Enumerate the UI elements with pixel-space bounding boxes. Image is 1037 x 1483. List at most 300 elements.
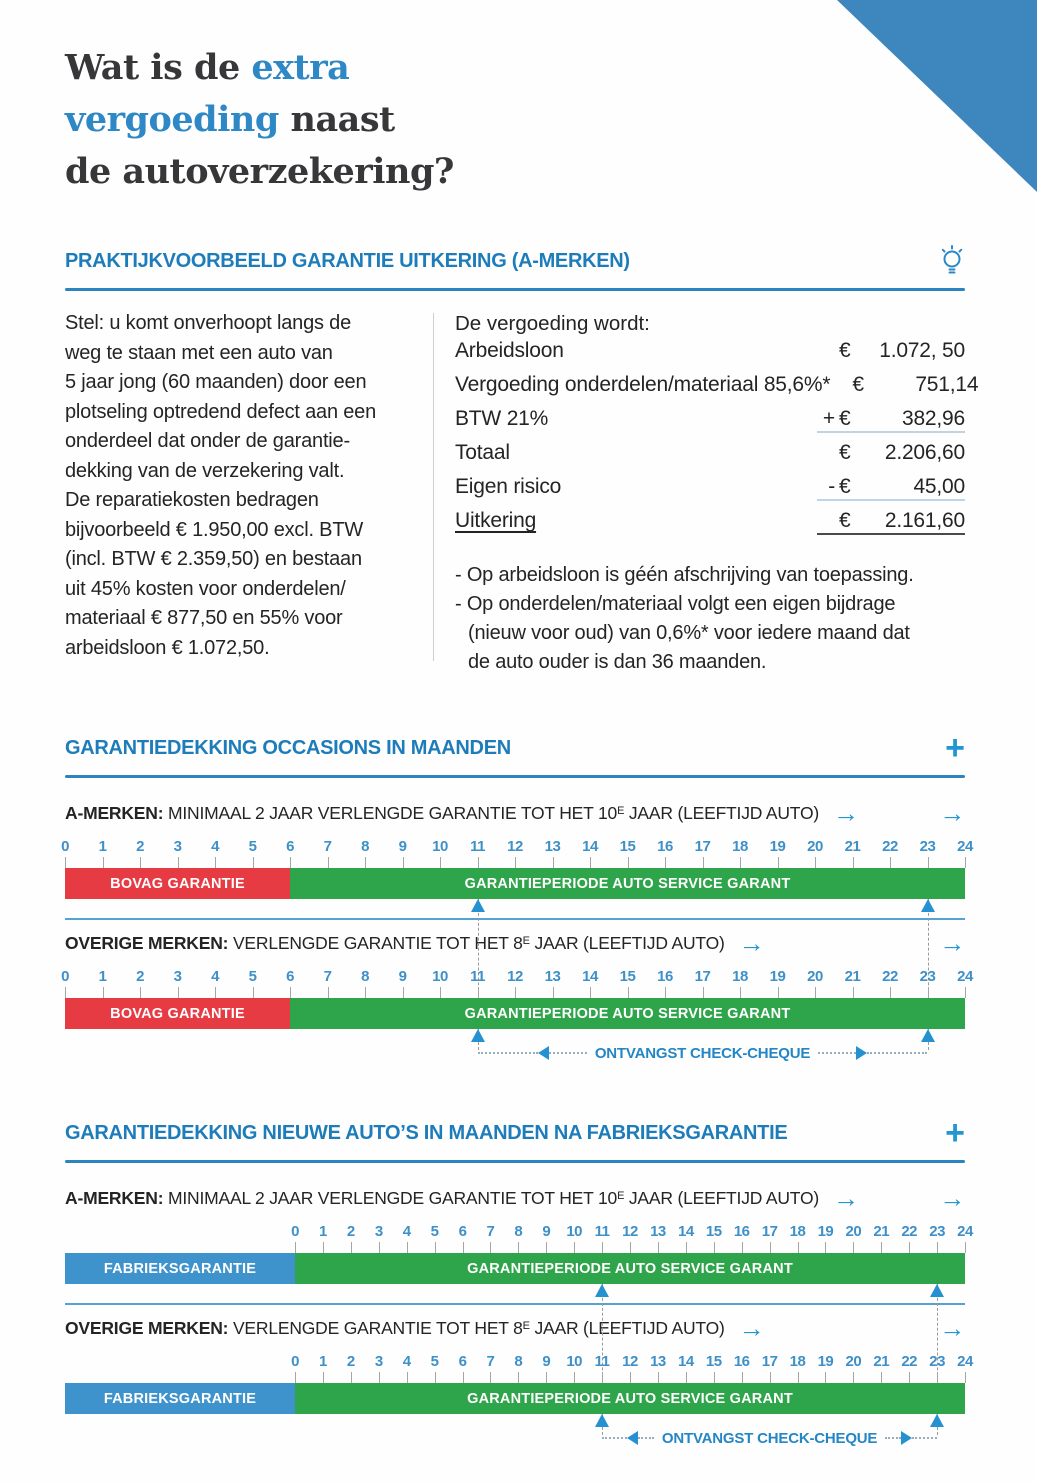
month-label: 14 <box>677 1223 694 1240</box>
section-title: GARANTIEDEKKING NIEUWE AUTO’S IN MAANDEN NA FABRIEKSGARANTIE <box>65 1121 788 1144</box>
row-title-rest: JAAR (LEEFTIJD AUTO) <box>624 1187 820 1208</box>
month-label: 9 <box>542 1353 551 1370</box>
currency-symbol: € <box>839 509 851 532</box>
section-nieuwe-autos <box>65 1114 973 1451</box>
check-cheque-range <box>602 1431 937 1445</box>
timeline-nieuw-overige-merken <box>65 1353 973 1451</box>
month-tick <box>965 987 966 998</box>
dotted-line <box>602 1437 627 1439</box>
month-tick <box>553 857 554 868</box>
section-rule <box>65 775 965 778</box>
calc-row-vergoeding <box>455 373 979 407</box>
month-label: 2 <box>136 968 144 985</box>
month-tick <box>628 987 629 998</box>
marker-up-arrow <box>921 1029 935 1042</box>
month-tick <box>140 987 141 998</box>
segment-label: GARANTIEPERIODE AUTO SERVICE GARANT <box>464 875 791 892</box>
note-line: - Op onderdelen/materiaal volgt een eigen bijdrage <box>455 593 896 615</box>
month-label: 21 <box>844 838 861 855</box>
note-line: de auto ouder is dan 36 maanden. <box>468 651 767 673</box>
month-tick <box>290 857 291 868</box>
arrow-right-icon: → <box>738 928 765 958</box>
row-title-label <box>65 1318 725 1339</box>
month-label: 7 <box>486 1223 495 1240</box>
intro-line: weg te staan met een auto van <box>65 341 333 364</box>
month-tick <box>490 1372 491 1383</box>
title-line-2 <box>65 94 965 146</box>
month-tick <box>295 1242 296 1253</box>
month-tick <box>490 1242 491 1253</box>
month-tick <box>103 987 104 998</box>
month-label: 10 <box>432 968 448 985</box>
month-label: 10 <box>432 838 448 855</box>
row-title-bold: A-MERKEN: <box>65 802 164 823</box>
month-tick <box>407 1372 408 1383</box>
amount-group <box>817 339 965 363</box>
segment-label: GARANTIEPERIODE AUTO SERVICE GARANT <box>467 1390 793 1407</box>
row-title-label <box>65 933 725 954</box>
month-tick <box>574 1372 575 1383</box>
intro-line: arbeidsloon € 1.072,50. <box>65 636 270 659</box>
arrow-right-icon: → <box>939 1313 965 1343</box>
month-label: 7 <box>486 1353 495 1370</box>
marker-up-arrow <box>930 1414 944 1427</box>
month-tick <box>881 1242 882 1253</box>
amount-group <box>817 475 965 501</box>
month-label: 23 <box>929 1223 945 1240</box>
month-label: 21 <box>873 1223 890 1240</box>
marker-up-arrow <box>595 1414 609 1427</box>
column-divider <box>433 313 434 661</box>
month-tick <box>328 857 329 868</box>
month-tick <box>253 987 254 998</box>
month-tick <box>937 1372 938 1383</box>
dotted-line <box>818 1052 856 1054</box>
section-title: PRAKTIJKVOORBEELD GARANTIE UITKERING (A-MERKEN) <box>65 249 630 272</box>
arrow-left-icon <box>538 1046 549 1060</box>
page-title <box>65 42 965 198</box>
month-tick <box>463 1242 464 1253</box>
month-tick <box>798 1372 799 1383</box>
month-tick <box>686 1372 687 1383</box>
month-tick <box>602 1372 603 1383</box>
row-title-a-merken <box>65 1185 965 1211</box>
month-label: 20 <box>807 838 823 855</box>
marker-up-arrow <box>595 1284 609 1297</box>
month-tick <box>65 987 66 998</box>
row-title-rest: MINIMAAL 2 JAAR VERLENGDE GARANTIE TOT HET 10 <box>163 802 618 823</box>
month-tick <box>518 1372 519 1383</box>
intro-line: plotseling optredend defect aan een <box>65 400 377 423</box>
month-tick <box>379 1242 380 1253</box>
month-tick <box>658 1372 659 1383</box>
arrow-right-icon: → <box>939 1183 965 1213</box>
month-label: 1 <box>318 1223 327 1240</box>
month-label: 20 <box>807 968 823 985</box>
dotted-line <box>478 1052 538 1054</box>
intro-line: dekking van de verzekering valt. <box>65 459 345 482</box>
month-tick <box>742 1372 743 1383</box>
month-label: 11 <box>594 1353 610 1370</box>
month-label: 20 <box>845 1223 862 1240</box>
section-header <box>65 244 965 278</box>
month-tick <box>714 1372 715 1383</box>
month-tick <box>351 1242 352 1253</box>
month-tick <box>742 1242 743 1253</box>
section-occasions <box>61 729 973 1066</box>
dotted-line <box>638 1437 654 1439</box>
calc-label: Uitkering <box>455 509 537 532</box>
segment-label: GARANTIEPERIODE AUTO SERVICE GARANT <box>464 1005 791 1022</box>
month-label: 22 <box>882 838 898 855</box>
arrow-right-icon: → <box>833 1183 859 1213</box>
month-tick <box>928 857 929 868</box>
month-tick <box>825 1242 826 1253</box>
month-tick <box>403 987 404 998</box>
month-label: 16 <box>733 1353 750 1370</box>
row-title-rest: MINIMAAL 2 JAAR VERLENGDE GARANTIE TOT HET 10 <box>163 1187 618 1208</box>
month-tick <box>290 987 291 998</box>
month-tick <box>770 1372 771 1383</box>
month-label: 10 <box>566 1223 582 1240</box>
calc-amount: 382,96 <box>901 407 965 430</box>
amount-group <box>817 441 965 465</box>
segment-label: BOVAG GARANTIE <box>110 1005 245 1022</box>
calc-sign: - <box>828 475 835 498</box>
marker-up-arrow <box>471 899 485 912</box>
calc-label: Arbeidsloon <box>455 339 564 362</box>
timeline-bar-segment <box>295 1383 965 1414</box>
month-label: 24 <box>957 968 973 985</box>
segment-label: BOVAG GARANTIE <box>110 875 245 892</box>
month-label: 23 <box>929 1353 945 1370</box>
row-title-overige-merken <box>65 1315 965 1341</box>
month-tick <box>403 857 404 868</box>
month-tick <box>909 1242 910 1253</box>
praktijk-intro <box>65 309 433 677</box>
month-label: 15 <box>705 1223 722 1240</box>
month-tick <box>740 857 741 868</box>
month-label: 15 <box>619 968 636 985</box>
timeline-bar-segment <box>290 998 965 1029</box>
arrow-right-icon: → <box>738 1313 765 1343</box>
month-tick <box>365 857 366 868</box>
month-label: 0 <box>61 838 69 855</box>
month-tick <box>909 1372 910 1383</box>
row-title-rest: VERLENGDE GARANTIE TOT HET 8 <box>228 1317 523 1338</box>
arrow-left-icon <box>627 1431 638 1445</box>
month-tick <box>630 1242 631 1253</box>
row-title-rest: JAAR (LEEFTIJD AUTO) <box>529 932 725 953</box>
title-line-1 <box>65 42 965 94</box>
intro-line: Stel: u komt onverhoopt langs de <box>65 312 352 334</box>
month-tick <box>630 1372 631 1383</box>
month-tick <box>881 1372 882 1383</box>
month-label: 10 <box>566 1353 582 1370</box>
row-title-bold: OVERIGE MERKEN: <box>65 932 229 953</box>
month-label: 4 <box>402 1223 411 1240</box>
month-tick <box>703 857 704 868</box>
month-label: 16 <box>657 838 673 855</box>
month-label: 22 <box>901 1223 917 1240</box>
calc-sign: + <box>822 407 835 430</box>
month-tick <box>714 1242 715 1253</box>
month-tick <box>937 1242 938 1253</box>
row-title-label <box>65 1188 819 1209</box>
month-label: 3 <box>374 1353 383 1370</box>
month-tick <box>965 857 966 868</box>
month-tick <box>440 857 441 868</box>
month-tick <box>658 1242 659 1253</box>
timeline-bar-segment <box>65 1253 295 1284</box>
timeline-bar-segment <box>65 868 290 899</box>
month-tick <box>553 987 554 998</box>
month-tick <box>328 987 329 998</box>
row-title-text <box>65 1185 859 1211</box>
month-label: 23 <box>919 968 936 985</box>
lightbulb-icon <box>939 244 965 278</box>
month-label: 1 <box>318 1353 327 1370</box>
month-label: 6 <box>458 1223 467 1240</box>
row-title-bold: OVERIGE MERKEN: <box>65 1317 229 1338</box>
month-label: 15 <box>619 838 636 855</box>
month-label: 14 <box>582 968 598 985</box>
month-tick <box>965 1242 966 1253</box>
month-tick <box>518 1242 519 1253</box>
plus-icon: + <box>945 1114 965 1152</box>
month-tick <box>546 1372 547 1383</box>
month-label: 4 <box>211 968 219 985</box>
month-tick <box>365 987 366 998</box>
calc-intro: De vergoeding wordt: <box>455 312 650 335</box>
month-label: 0 <box>291 1353 299 1370</box>
title-text-accent: extra <box>251 47 350 88</box>
month-tick <box>546 1242 547 1253</box>
arrow-right-icon: → <box>939 928 965 958</box>
title-text: de autoverzekering? <box>65 151 454 192</box>
dotted-line <box>912 1437 937 1439</box>
section-title: GARANTIEDEKKING OCCASIONS IN MAANDEN <box>65 736 511 759</box>
month-label: 11 <box>470 968 485 985</box>
month-label: 2 <box>136 838 144 855</box>
month-label: 24 <box>957 1223 973 1240</box>
marker-up-arrow <box>921 899 935 912</box>
month-tick <box>740 987 741 998</box>
intro-line: De reparatiekosten bedragen <box>65 489 319 511</box>
month-label: 24 <box>957 838 973 855</box>
month-label: 12 <box>507 838 523 855</box>
row-title-rest: VERLENGDE GARANTIE TOT HET 8 <box>228 932 523 953</box>
calc-label: Vergoeding onderdelen/materiaal 85,6%* <box>455 373 831 396</box>
month-label: 11 <box>594 1223 610 1240</box>
month-tick <box>140 857 141 868</box>
month-tick <box>323 1372 324 1383</box>
month-tick <box>515 987 516 998</box>
calc-label: Eigen risico <box>455 475 562 498</box>
page-content <box>61 0 979 1451</box>
month-tick <box>825 1372 826 1383</box>
month-label: 20 <box>845 1353 862 1370</box>
currency-symbol: € <box>839 441 851 464</box>
row-title-superscript: E <box>617 1189 625 1202</box>
timeline-bar-segment <box>295 1253 965 1284</box>
month-label: 8 <box>514 1223 523 1240</box>
month-tick <box>351 1372 352 1383</box>
row-title-text <box>65 930 764 956</box>
calc-amount: 1.072, 50 <box>879 339 965 362</box>
month-tick <box>602 1242 603 1253</box>
note-line: (nieuw voor oud) van 0,6%* voor iedere maand dat <box>468 622 910 644</box>
month-tick <box>590 857 591 868</box>
month-label: 2 <box>346 1223 355 1240</box>
month-tick <box>590 987 591 998</box>
calc-row-arbeidsloon <box>455 339 965 373</box>
month-label: 12 <box>622 1223 638 1240</box>
intro-line: bijvoorbeeld € 1.950,00 excl. BTW <box>65 518 364 541</box>
timeline-rule <box>65 918 965 920</box>
month-label: 21 <box>873 1353 890 1370</box>
month-tick <box>853 1242 854 1253</box>
month-label: 1 <box>98 838 107 855</box>
row-title-text <box>65 800 859 826</box>
month-label: 22 <box>901 1353 917 1370</box>
title-text: Wat is de <box>65 47 252 88</box>
month-tick <box>853 857 854 868</box>
section-header <box>65 731 965 765</box>
marker-up-arrow <box>471 1029 485 1042</box>
calc-row-btw <box>455 407 965 441</box>
marker-up-arrow <box>930 1284 944 1297</box>
dotted-line <box>885 1437 901 1439</box>
month-label: 3 <box>374 1223 383 1240</box>
month-label: 19 <box>817 1223 834 1240</box>
month-label: 15 <box>705 1353 722 1370</box>
month-label: 17 <box>694 838 711 855</box>
month-tick <box>215 857 216 868</box>
timeline-nieuw-a-merken <box>65 1223 973 1299</box>
row-title-rest: JAAR (LEEFTIJD AUTO) <box>529 1317 725 1338</box>
timeline-bar-segment <box>290 868 965 899</box>
month-label: 6 <box>458 1353 467 1370</box>
intro-line: materiaal € 877,50 en 55% voor <box>65 607 343 629</box>
intro-line: onderdeel dat onder de garantie- <box>65 430 350 452</box>
month-tick <box>407 1242 408 1253</box>
month-tick <box>323 1242 324 1253</box>
calc-label: Totaal <box>455 441 510 464</box>
month-tick <box>253 857 254 868</box>
month-tick <box>928 987 929 998</box>
currency-symbol: € <box>852 373 864 396</box>
month-label: 5 <box>430 1353 439 1370</box>
month-tick <box>853 1372 854 1383</box>
calc-label: BTW 21% <box>455 407 549 430</box>
month-tick <box>379 1372 380 1383</box>
arrow-right-icon <box>856 1046 867 1060</box>
calc-amount: 2.206,60 <box>884 441 965 464</box>
currency-symbol: € <box>839 339 851 362</box>
month-label: 19 <box>817 1353 834 1370</box>
month-label: 11 <box>470 838 485 855</box>
month-tick <box>65 857 66 868</box>
section-praktijkvoorbeeld <box>65 244 979 677</box>
dotted-line <box>867 1052 927 1054</box>
month-label: 18 <box>732 838 748 855</box>
month-tick <box>628 857 629 868</box>
check-cheque-range <box>478 1046 928 1060</box>
row-title-bold: A-MERKEN: <box>65 1187 164 1208</box>
currency-symbol: € <box>839 407 851 430</box>
calc-amount: 45,00 <box>913 475 965 498</box>
month-tick <box>703 987 704 998</box>
intro-line: uit 45% kosten voor onderdelen/ <box>65 577 346 600</box>
arrow-right-icon: → <box>939 798 965 828</box>
month-label: 1 <box>98 968 107 985</box>
month-label: 13 <box>650 1353 666 1370</box>
month-label: 8 <box>361 838 369 855</box>
month-tick <box>815 857 816 868</box>
amount-group <box>830 373 978 397</box>
month-tick <box>178 857 179 868</box>
arrow-right-icon <box>901 1431 912 1445</box>
month-tick <box>665 857 666 868</box>
month-tick <box>463 1372 464 1383</box>
month-tick <box>778 857 779 868</box>
month-label: 0 <box>291 1223 299 1240</box>
month-label: 17 <box>761 1223 778 1240</box>
month-tick <box>435 1372 436 1383</box>
month-label: 18 <box>732 968 748 985</box>
row-title-a-merken <box>65 800 965 826</box>
month-tick <box>770 1242 771 1253</box>
calc-row-uitkering <box>455 509 965 543</box>
month-tick <box>965 1372 966 1383</box>
month-tick <box>798 1242 799 1253</box>
month-label: 16 <box>657 968 673 985</box>
plus-icon: + <box>945 729 965 767</box>
month-label: 12 <box>622 1353 638 1370</box>
month-tick <box>515 857 516 868</box>
month-label: 5 <box>248 838 257 855</box>
month-label: 7 <box>323 838 332 855</box>
month-tick <box>103 857 104 868</box>
month-label: 17 <box>694 968 711 985</box>
row-title-rest: JAAR (LEEFTIJD AUTO) <box>624 802 820 823</box>
calc-row-eigen-risico <box>455 475 965 509</box>
month-label: 18 <box>789 1353 806 1370</box>
row-title-text <box>65 1315 764 1341</box>
month-label: 5 <box>248 968 257 985</box>
note-line: - Op arbeidsloon is géén afschrijving van toepassing. <box>455 564 914 586</box>
month-label: 6 <box>286 838 294 855</box>
month-tick <box>435 1242 436 1253</box>
month-label: 17 <box>761 1353 778 1370</box>
month-tick <box>890 987 891 998</box>
month-label: 19 <box>769 968 786 985</box>
timeline-rule <box>65 1303 965 1305</box>
row-title-overige-merken <box>65 930 965 956</box>
month-tick <box>778 987 779 998</box>
month-tick <box>815 987 816 998</box>
month-tick <box>478 857 479 868</box>
month-tick <box>440 987 441 998</box>
segment-label: GARANTIEPERIODE AUTO SERVICE GARANT <box>467 1260 793 1277</box>
month-label: 8 <box>514 1353 523 1370</box>
currency-symbol: € <box>839 475 851 498</box>
month-tick <box>686 1242 687 1253</box>
month-label: 9 <box>398 838 407 855</box>
month-label: 4 <box>211 838 219 855</box>
month-label: 5 <box>430 1223 439 1240</box>
